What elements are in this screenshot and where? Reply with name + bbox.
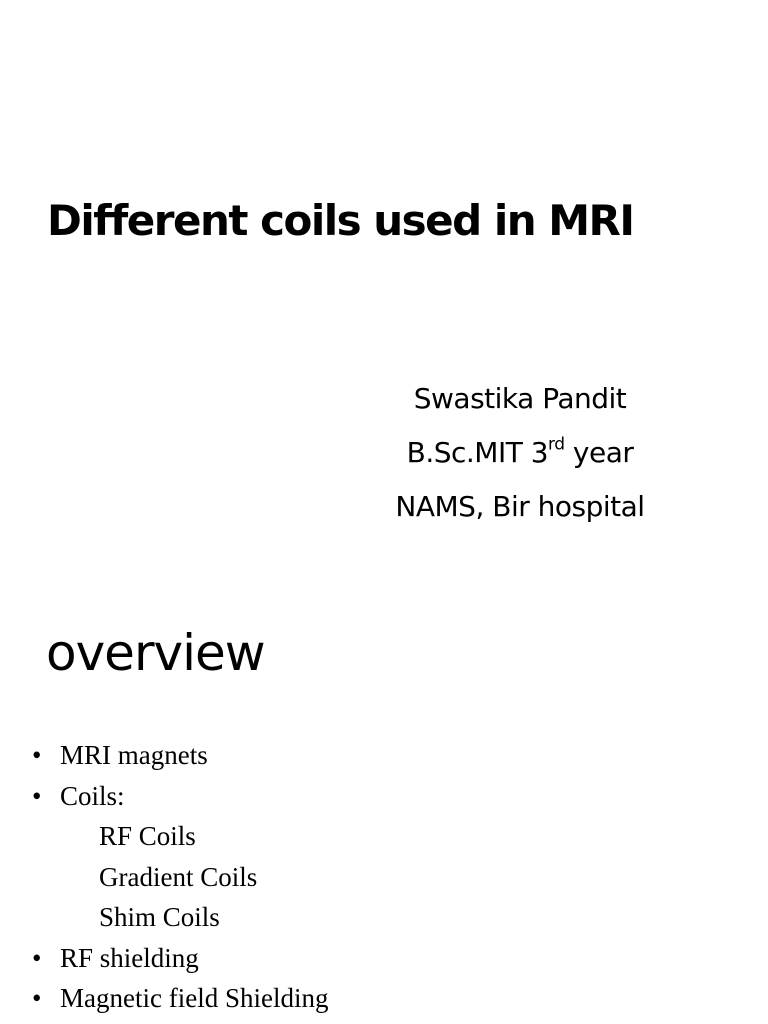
bullet-marker: • [32,942,42,973]
list-subitem [32,897,328,938]
course-prefix: B.Sc.MIT 3 [406,436,549,469]
list-item-text: RF shielding [60,942,199,973]
list-item-text: Coils: [60,780,125,811]
list-item [32,938,328,979]
list-item-text: MRI magnets [60,740,208,770]
author-name: Swastika Pandit [413,382,627,415]
bullet-marker: • [32,983,42,1013]
bullet-marker: • [32,780,42,811]
list-item [32,776,328,817]
author-institution: NAMS, Bir hospital [395,490,645,523]
list-item [32,978,328,1019]
author-course [360,426,680,480]
bullet-marker: • [32,740,42,770]
list-item-text: Magnetic field Shielding [60,983,329,1013]
list-item-text: Gradient Coils [99,861,258,892]
list-subitem [32,816,328,857]
course-suffix: year [564,436,634,469]
list-item-text: RF Coils [99,821,196,851]
list-subitem [32,857,328,898]
author-block [360,372,680,534]
overview-list [32,735,328,1019]
overview-heading: overview [46,624,265,682]
slide-title: Different coils used in MRI [47,196,634,245]
course-superscript: rd [548,434,565,455]
list-item [32,735,328,776]
list-item-text: Shim Coils [99,902,220,932]
